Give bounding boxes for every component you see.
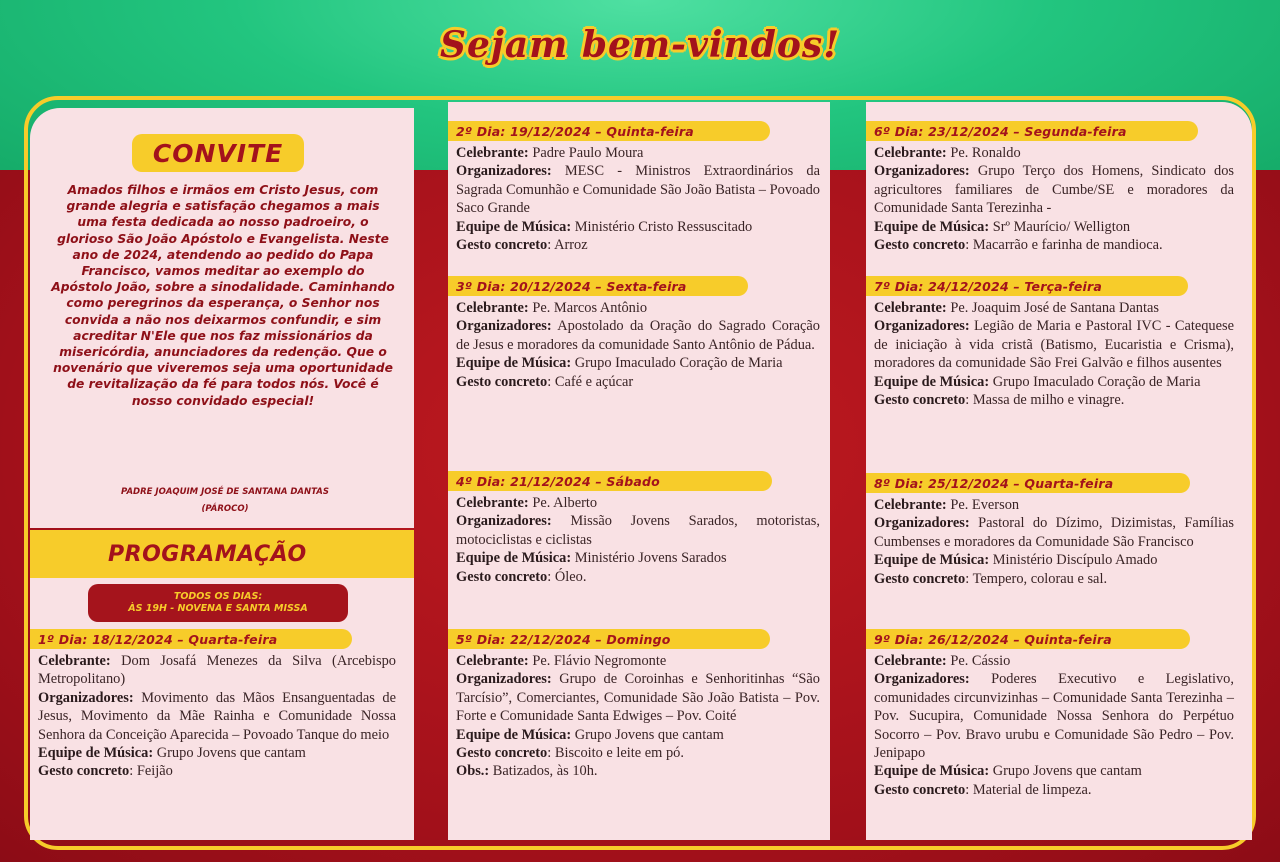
day-heading: 3º Dia: 20/12/2024 – Sexta-feira [448,276,748,296]
gesto-value: Biscoito e leite em pó. [554,745,684,762]
celebrante-label: Celebrante: [874,300,947,316]
organizadores-value: Poderes Executivo e Legislativo, comunidades circunvizinhas – Comunidade Santa Terezinha – Pov. Sucupira, Comunidade Nossa Senhora do Perpétuo Socorro – Pov. Bravo urubu e Comunidade São Pedro – Pov. Jenipapo [874,671,1234,762]
musica-value: Ministério Jovens Sarados [574,550,727,567]
day-heading: 1º Dia: 18/12/2024 – Quarta-feira [30,629,352,649]
musica-value: Ministério Discípulo Amado [992,552,1158,569]
organizadores-label: Organizadores: [456,163,552,180]
organizadores-label: Organizadores: [874,671,970,688]
day-heading: 2º Dia: 19/12/2024 – Quinta-feira [448,121,770,141]
gesto-label: Gesto concreto [456,237,548,254]
day-3 [448,276,830,391]
day-body: Celebrante: Pe. Joaquim José de Santana Dantas Organizadores: Legião de Maria e Pastoral IVC - Catequese de iniciação à vida cristã (Batismo, Eucaristia e Crisma), moradores da comunidade São Frei Galvão e filhos ausentes Equipe de Música: Grupo Imaculado Coração de Maria Gesto concreto: Massa de milho e vinagre. [874,300,1234,409]
gesto-value: Material de limpeza. [972,781,1092,798]
musica-value: Grupo Imaculado Coração de Maria [574,355,783,372]
gesto-label: Gesto concreto [456,373,548,390]
organizadores-label: Organizadores: [874,515,970,532]
musica-value: Srº Maurício/ Welligton [992,218,1131,235]
celebrante-value: Pe. Everson [950,497,1020,513]
musica-label: Equipe de Música: [456,726,572,743]
day-heading: 7º Dia: 24/12/2024 – Terça-feira [866,276,1188,296]
musica-value: Grupo Jovens que cantam [992,763,1142,780]
gesto-label: Gesto concreto [874,392,966,409]
organizadores-value: Legião de Maria e Pastoral IVC - Catequese de iniciação à vida cristã (Batismo, Eucaristia e Crisma), moradores da comunidade São Frei Galvão e filhos ausentes [874,318,1234,372]
gesto-value: Tempero, colorau e sal. [972,570,1108,587]
celebrante-value: Pe. Ronaldo [950,145,1021,161]
gesto-label: Gesto concreto [38,763,130,780]
day-body: Celebrante: Padre Paulo Moura Organizadores: MESC - Ministros Extraordinários da Sagrada Comunhão e Comunidade São João Batista – Povoado Saco Grande Equipe de Música: Ministério Cristo Ressuscitado Gesto concreto: Arroz [456,145,820,254]
day-heading: 6º Dia: 23/12/2024 – Segunda-feira [866,121,1198,141]
musica-value: Grupo Imaculado Coração de Maria [992,373,1201,390]
day-heading: 9º Dia: 26/12/2024 – Quinta-feira [866,629,1190,649]
gesto-label: Gesto concreto [874,237,966,254]
day-4 [448,471,830,586]
celebrante-value: Pe. Alberto [532,495,598,511]
celebrante-label: Celebrante: [456,145,529,161]
day-body: Celebrante: Pe. Flávio Negromonte Organizadores: Grupo de Coroinhas e Senhoritinhas “São Tarcísio”, Comerciantes, Comunidade São João Batista – Pov. Forte e Comunidade Santa Edwiges – Pov. Coité Equipe de Música: Grupo Jovens que cantam Gesto concreto: Biscoito e leite em pó. Obs.: Batizados, às 10h. [456,653,820,780]
day-body: Celebrante: Pe. Cássio Organizadores: Poderes Executivo e Legislativo, comunidades circunvizinhas – Comunidade Santa Terezinha – Pov. Sucupira, Comunidade Nossa Senhora do Perpétuo Socorro – Pov. Bravo urubu e Comunidade São Pedro – Pov. Jenipapo Equipe de Música: Grupo Jovens que cantam Gesto concreto: Material de limpeza. [874,653,1234,798]
musica-value: Grupo Jovens que cantam [574,726,724,743]
gesto-value: Óleo. [554,568,587,585]
celebrante-value: Pe. Cássio [950,653,1011,669]
musica-label: Equipe de Música: [456,218,572,235]
celebrante-value: Pe. Flávio Negromonte [532,653,667,669]
day-body: Celebrante: Pe. Marcos Antônio Organizadores: Apostolado da Oração do Sagrado Coração de Jesus e moradores da comunidade Santo Antônio de Pádua. Equipe de Música: Grupo Imaculado Coração de Maria Gesto concreto: Café e açúcar [456,300,820,390]
gesto-value: Massa de milho e vinagre. [972,392,1125,409]
gesto-label: Gesto concreto [874,570,966,587]
gesto-value: Feijão [136,763,173,780]
gesto-value: Café e açúcar [554,373,634,390]
gesto-label: Gesto concreto [456,568,548,585]
day-8 [866,473,1252,588]
todos-os-dias-box [88,584,348,622]
organizadores-value: Missão Jovens Sarados, motoristas, motociclistas e ciclistas [456,513,820,548]
day-7 [866,276,1252,409]
todos-line-1: TODOS OS DIAS: [173,591,263,602]
organizadores-label: Organizadores: [38,689,134,706]
day-body: Celebrante: Pe. Alberto Organizadores: Missão Jovens Sarados, motoristas, motociclistas e ciclistas Equipe de Música: Ministério Jovens Sarados Gesto concreto: Óleo. [456,495,820,585]
obs-label: Obs.: [456,763,490,780]
organizadores-value: Grupo Terço dos Homens, Sindicato dos agricultores familiares de Cumbe/SE e moradores da Comunidade Santa Terezinha - [874,163,1234,217]
musica-value: Ministério Cristo Ressuscitado [574,218,753,235]
invite-text: Amados filhos e irmãos em Cristo Jesus, com grande alegria e satisfação chegamos a mais uma festa dedicada ao nosso padroeiro, o glorioso São João Apóstolo e Evangelista. Neste ano de 2024, atendendo ao pedido do Papa Francisco, vamos meditar ao exemplo do Apóstolo João, sobre a sinodalidade. Caminhando como peregrinos da esperança, o Senhor nos convida a não nos deixarmos confundir, e sim acreditar N'Ele que nos faz missionários da misericórdia, anunciadores da redenção. Que o novenário que viveremos seja uma oportunidade de revitalização da fé para todos nós. Você é nosso convidado especial! [51,183,395,408]
organizadores-value: Grupo de Coroinhas e Senhoritinhas “São Tarcísio”, Comerciantes, Comunidade São João Batista – Pov. Forte e Comunidade Santa Edwiges – Pov. Coité [456,671,820,725]
celebrante-label: Celebrante: [874,145,947,161]
organizadores-label: Organizadores: [874,163,970,180]
day-body: Celebrante: Dom Josafá Menezes da Silva (Arcebispo Metropolitano) Organizadores: Movimento das Mãos Ensanguentadas de Jesus, Movimento da Mãe Rainha e Comunidade Nossa Senhora da Conceição Aparecida – Povoado Tanque do meio Equipe de Música: Grupo Jovens que cantam Gesto concreto: Feijão [38,653,396,780]
celebrante-label: Celebrante: [38,653,111,669]
celebrante-value: Pe. Marcos Antônio [532,300,648,316]
programacao-title: PROGRAMAÇÃO [30,530,414,578]
organizadores-value: Movimento das Mãos Ensanguentadas de Jesus, Movimento da Mãe Rainha e Comunidade Nossa Senhora da Conceição Aparecida – Povoado Tanque do meio [38,689,396,743]
organizadores-value: MESC - Ministros Extraordinários da Sagrada Comunhão e Comunidade São João Batista – Povoado Saco Grande [456,163,820,217]
day-heading: 5º Dia: 22/12/2024 – Domingo [448,629,770,649]
day-9 [866,629,1252,799]
day-2 [448,121,830,254]
organizadores-label: Organizadores: [456,513,552,530]
musica-value: Grupo Jovens que cantam [156,745,306,762]
musica-label: Equipe de Música: [38,745,154,762]
page-title: Sejam bem-vindos! [439,24,840,66]
signature-role: (PÁROCO) [201,504,249,514]
day-1 [30,629,414,781]
day-6 [866,121,1252,254]
obs-value: Batizados, às 10h. [492,763,598,780]
celebrante-value: Padre Paulo Moura [532,145,644,161]
todos-line-2: ÀS 19H - NOVENA E SANTA MISSA [128,603,308,614]
signature-name: PADRE JOAQUIM JOSÉ DE SANTANA DANTAS [121,487,329,497]
musica-label: Equipe de Música: [874,552,990,569]
organizadores-label: Organizadores: [456,671,552,688]
musica-label: Equipe de Música: [874,763,990,780]
musica-label: Equipe de Música: [456,355,572,372]
celebrante-value: Pe. Joaquim José de Santana Dantas [950,300,1159,316]
day-heading: 8º Dia: 25/12/2024 – Quarta-feira [866,473,1190,493]
musica-label: Equipe de Música: [456,550,572,567]
organizadores-label: Organizadores: [456,318,552,335]
gesto-label: Gesto concreto [456,745,548,762]
organizadores-label: Organizadores: [874,318,970,335]
celebrante-label: Celebrante: [874,653,947,669]
organizadores-value: Apostolado da Oração do Sagrado Coração de Jesus e moradores da comunidade Santo Antônio de Pádua. [456,318,820,353]
gesto-value: Arroz [554,237,588,254]
celebrante-label: Celebrante: [456,495,529,511]
musica-label: Equipe de Música: [874,218,990,235]
celebrante-label: Celebrante: [456,653,529,669]
gesto-value: Macarrão e farinha de mandioca. [972,237,1163,254]
organizadores-value: Pastoral do Dízimo, Dizimistas, Famílias Cumbenses e moradores da Comunidade São Francisco [874,515,1234,550]
convite-badge: CONVITE [132,134,304,172]
celebrante-label: Celebrante: [874,497,947,513]
celebrante-value: Dom Josafá Menezes da Silva (Arcebispo Metropolitano) [38,653,396,688]
gesto-label: Gesto concreto [874,781,966,798]
day-body: Celebrante: Pe. Ronaldo Organizadores: Grupo Terço dos Homens, Sindicato dos agricultores familiares de Cumbe/SE e moradores da Comunidade Santa Terezinha - Equipe de Música: Srº Maurício/ Welligton Gesto concreto: Macarrão e farinha de mandioca. [874,145,1234,254]
day-5 [448,629,830,781]
musica-label: Equipe de Música: [874,373,990,390]
day-heading: 4º Dia: 21/12/2024 – Sábado [448,471,772,491]
celebrante-label: Celebrante: [456,300,529,316]
signature [60,484,390,518]
day-body: Celebrante: Pe. Everson Organizadores: Pastoral do Dízimo, Dizimistas, Famílias Cumbenses e moradores da Comunidade São Francisco Equipe de Música: Ministério Discípulo Amado Gesto concreto: Tempero, colorau e sal. [874,497,1234,587]
